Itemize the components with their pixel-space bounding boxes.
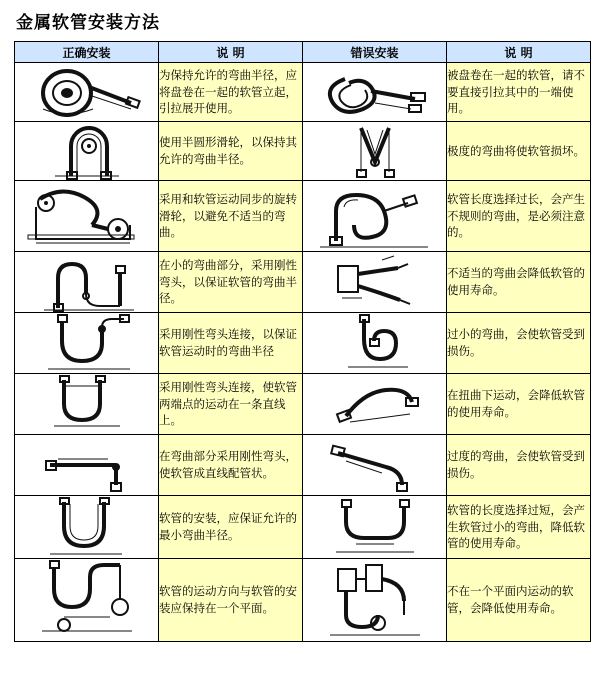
correct-illustration-cell xyxy=(15,313,159,374)
table-row xyxy=(15,374,591,435)
table-row xyxy=(15,435,591,496)
wrong-description: 软管长度选择过长，会产生不规则的弯曲，是必须注意的。 xyxy=(447,181,591,252)
excessive-bend-damage-icon xyxy=(303,435,446,495)
header-wrong-desc: 说 明 xyxy=(447,42,591,63)
table-row xyxy=(15,122,591,181)
wrong-illustration-cell xyxy=(303,252,447,313)
table-header-row xyxy=(15,42,591,63)
hose-too-long-irregular-bend-icon xyxy=(303,181,446,251)
correct-description: 采用刚性弯头连接，使软管两端点的运动在一条直线上。 xyxy=(159,374,303,435)
correct-description: 软管的安装，应保证允许的最小弯曲半径。 xyxy=(159,496,303,559)
correct-description: 采用刚性弯头连接，以保证软管运动时的弯曲半径 xyxy=(159,313,303,374)
correct-description: 使用半圆形滑轮，以保持其允许的弯曲半径。 xyxy=(159,122,303,181)
table-row xyxy=(15,496,591,559)
table-row xyxy=(15,252,591,313)
coiled-hose-pulled-icon xyxy=(303,63,446,121)
correct-description: 软管的运动方向与软管的安装应保持在一个平面。 xyxy=(159,559,303,642)
table-body xyxy=(15,63,591,642)
installation-methods-table xyxy=(14,41,591,642)
hose-too-long-small-bend-icon xyxy=(303,496,446,558)
table-row xyxy=(15,313,591,374)
correct-illustration-cell xyxy=(15,496,159,559)
correct-description: 在小的弯曲部分，采用刚性弯头，以保证软管的弯曲半径。 xyxy=(159,252,303,313)
correct-description: 在弯曲部分采用刚性弯头，使软管成直线配管状。 xyxy=(159,435,303,496)
wrong-illustration-cell xyxy=(303,63,447,122)
rigid-elbow-straight-piping-icon xyxy=(15,435,158,495)
rigid-elbow-straight-ends-icon xyxy=(15,374,158,434)
correct-illustration-cell xyxy=(15,252,159,313)
hose-min-bend-radius-icon xyxy=(15,496,158,558)
wrong-description: 被盘卷在一起的软管，请不要直接引拉其中的一端使用。 xyxy=(447,63,591,122)
improper-bend-reduces-life-icon xyxy=(303,252,446,312)
wrong-illustration-cell xyxy=(303,435,447,496)
table-row xyxy=(15,63,591,122)
motion-out-of-plane-icon xyxy=(303,559,446,641)
wrong-description: 过度的弯曲，会使软管受到损伤。 xyxy=(447,435,591,496)
table-header xyxy=(15,42,591,63)
page-title: 金属软管安装方法 xyxy=(16,13,160,33)
hose-over-half-pulley-icon xyxy=(15,122,158,180)
rigid-elbow-u-bend-icon xyxy=(15,313,158,373)
wrong-description: 极度的弯曲将使软管损坏。 xyxy=(447,122,591,181)
wrong-illustration-cell xyxy=(303,181,447,252)
correct-illustration-cell xyxy=(15,374,159,435)
too-small-bend-damage-icon xyxy=(303,313,446,373)
rigid-elbow-small-bend-icon xyxy=(15,252,158,312)
motion-in-same-plane-icon xyxy=(15,559,158,641)
wrong-description: 在扭曲下运动，会降低软管的使用寿命。 xyxy=(447,374,591,435)
wrong-description: 软管的长度选择过短，会产生软管过小的弯曲，降低软管的使用寿命。 xyxy=(447,496,591,559)
correct-illustration-cell xyxy=(15,63,159,122)
header-wrong-install: 错误安装 xyxy=(303,42,447,63)
wrong-illustration-cell xyxy=(303,122,447,181)
correct-illustration-cell xyxy=(15,559,159,642)
correct-description: 采用和软管运动同步的旋转滑轮，以避免不适当的弯曲。 xyxy=(159,181,303,252)
wrong-description: 不适当的弯曲会降低软管的使用寿命。 xyxy=(447,252,591,313)
coiled-hose-drum-icon xyxy=(15,63,158,121)
wrong-description: 不在一个平面内运动的软管，会降低使用寿命。 xyxy=(447,559,591,642)
correct-illustration-cell xyxy=(15,181,159,252)
wrong-illustration-cell xyxy=(303,496,447,559)
torsion-bend-reduces-life-icon xyxy=(303,374,446,434)
header-correct-desc: 说 明 xyxy=(159,42,303,63)
table-row xyxy=(15,181,591,252)
wrong-illustration-cell xyxy=(303,313,447,374)
wrong-illustration-cell xyxy=(303,374,447,435)
correct-illustration-cell xyxy=(15,435,159,496)
table-row xyxy=(15,559,591,642)
header-correct-install: 正确安装 xyxy=(15,42,159,63)
hose-with-rotating-pulley-icon xyxy=(15,181,158,251)
wrong-illustration-cell xyxy=(303,559,447,642)
correct-illustration-cell xyxy=(15,122,159,181)
correct-description: 为保持允许的弯曲半径，应将盘卷在一起的软管立起，引拉展开使用。 xyxy=(159,63,303,122)
hose-sharp-vee-bend-icon xyxy=(303,122,446,180)
wrong-description: 过小的弯曲，会使软管受到损伤。 xyxy=(447,313,591,374)
